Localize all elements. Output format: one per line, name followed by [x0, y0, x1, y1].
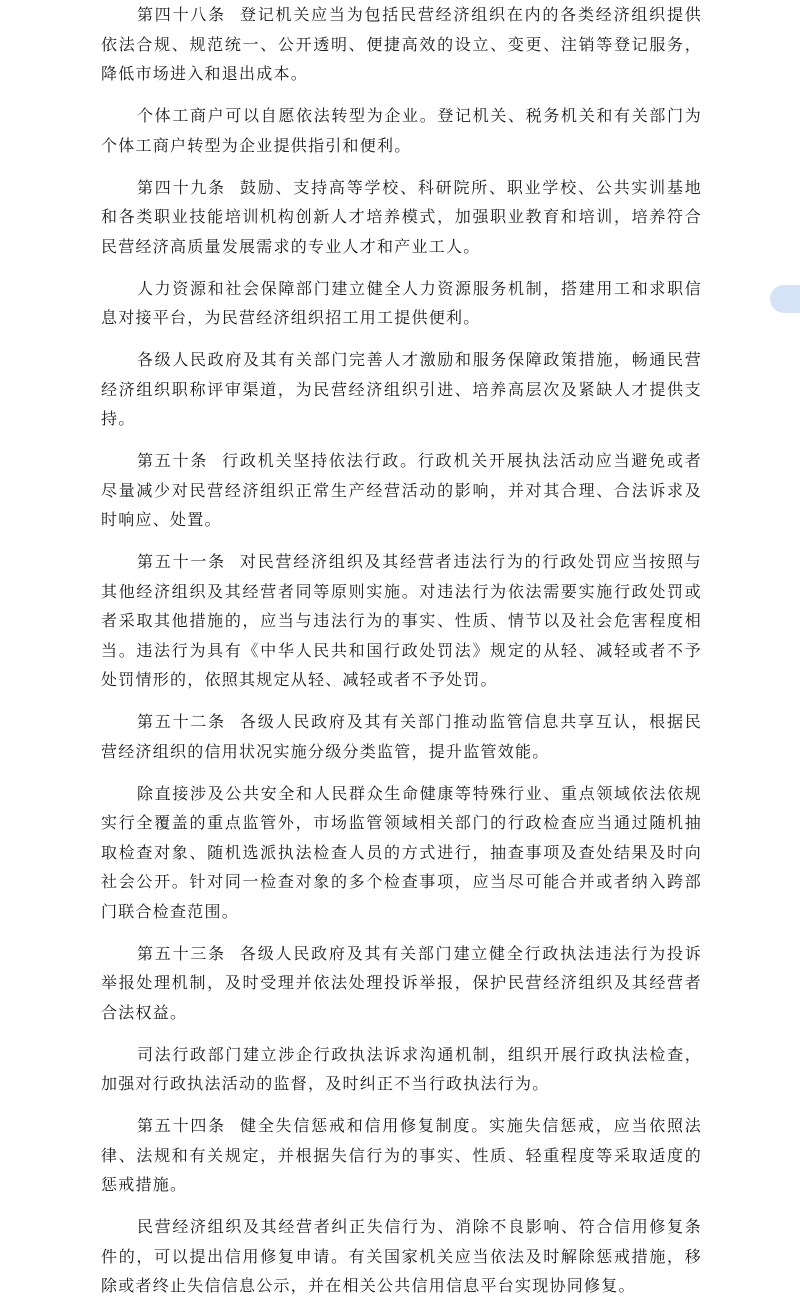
article-number: 第五十二条 — [137, 712, 226, 731]
paragraph-text: 人力资源和社会保障部门建立健全人力资源服务机制，搭建用工和求职信息对接平台，为民营经济组织招工用工提供便利。 — [101, 278, 702, 327]
article-number: 第四十八条 — [137, 5, 226, 24]
paragraph-text: 司法行政部门建立涉企行政执法诉求沟通机制，组织开展行政执法检查，加强对行政执法活动的监督，及时纠正不当行政执法行为。 — [101, 1044, 702, 1093]
paragraph-art54 — [101, 1111, 702, 1200]
paragraph-art53-sub1 — [101, 1040, 702, 1099]
article-number: 第五十四条 — [137, 1116, 226, 1135]
paragraph-art52 — [101, 707, 702, 766]
paragraph-art49 — [101, 173, 702, 262]
paragraph-art49-sub1 — [101, 274, 702, 333]
paragraph-text: 民营经济组织及其经营者纠正失信行为、消除不良影响、符合信用修复条件的，可以提出信用修复申请。有关国家机关应当依法及时解除惩戒措施，移除或者终止失信信息公示，并在相关公共信用信息平台实现协同修复。 — [101, 1217, 702, 1295]
article-number: 第五十三条 — [137, 943, 226, 963]
paragraph-art51 — [101, 547, 702, 695]
paragraph-art50 — [101, 446, 702, 535]
side-panel-tab[interactable] — [770, 285, 800, 313]
paragraph-art52-sub1 — [101, 779, 702, 927]
paragraph-art54-sub1 — [101, 1212, 702, 1301]
paragraph-text: 各级人民政府及其有关部门推动监管信息共享互认，根据民营经济组织的信用状况实施分级分类监管，提升监管效能。 — [101, 712, 702, 761]
paragraph-text: 登记机关应当为包括民营经济组织在内的各类经济组织提供依法合规、规范统一、公开透明、便捷高效的设立、变更、注销等登记服务，降低市场进入和退出成本。 — [101, 5, 702, 83]
paragraph-art49-sub2 — [101, 345, 702, 434]
paragraph-art48-sub1 — [101, 101, 702, 160]
article-number: 第五十条 — [137, 451, 209, 470]
paragraph-text: 各级人民政府及其有关部门完善人才激励和服务保障政策措施，畅通民营经济组织职称评审渠道，为民营经济组织引进、培养高层次及紧缺人才提供支持。 — [101, 350, 702, 428]
paragraph-text: 个体工商户可以自愿依法转型为企业。登记机关、税务机关和有关部门为个体工商户转型为企业提供指引和便利。 — [101, 106, 702, 155]
paragraph-text: 对民营经济组织及其经营者违法行为的行政处罚应当按照与其他经济组织及其经营者同等原则实施。对违法行为依法需要实施行政处罚或者采取其他措施的，应当与违法行为的事实、性质、情节以及社会危害程度相当。违法行为具有《中华人民共和国行政处罚法》规定的从轻、减轻或者不予处罚情形的，依照其规定从轻、减轻或者不予处罚。 — [101, 552, 702, 689]
paragraph-art48 — [101, 0, 702, 89]
paragraph-text: 行政机关坚持依法行政。行政机关开展执法活动应当避免或者尽量减少对民营经济组织正常生产经营活动的影响，并对其合理、合法诉求及时响应、处置。 — [101, 451, 702, 529]
paragraph-text: 鼓励、支持高等学校、科研院所、职业学校、公共实训基地和各类职业技能培训机构创新人才培养模式，加强职业教育和培训，培养符合民营经济高质量发展需求的专业人才和产业工人。 — [101, 177, 702, 256]
paragraph-art53 — [101, 939, 702, 1028]
article-number: 第四十九条 — [137, 177, 226, 197]
paragraph-text: 健全失信惩戒和信用修复制度。实施失信惩戒，应当依照法律、法规和有关规定，并根据失信行为的事实、性质、轻重程度等采取适度的惩戒措施。 — [101, 1116, 702, 1194]
paragraph-text: 各级人民政府及其有关部门建立健全行政执法违法行为投诉举报处理机制，及时受理并依法处理投诉举报，保护民营经济组织及其经营者合法权益。 — [101, 943, 702, 1022]
paragraph-text: 除直接涉及公共安全和人民群众生命健康等特殊行业、重点领域依法依规实行全覆盖的重点监管外，市场监管领域相关部门的行政检查应当通过随机抽取检查对象、随机选派执法检查人员的方式进行，抽查事项及查处结果及时向社会公开。针对同一检查对象的多个检查事项，应当尽可能合并或者纳入跨部门联合检查范围。 — [101, 783, 702, 921]
article-number: 第五十一条 — [137, 552, 226, 571]
